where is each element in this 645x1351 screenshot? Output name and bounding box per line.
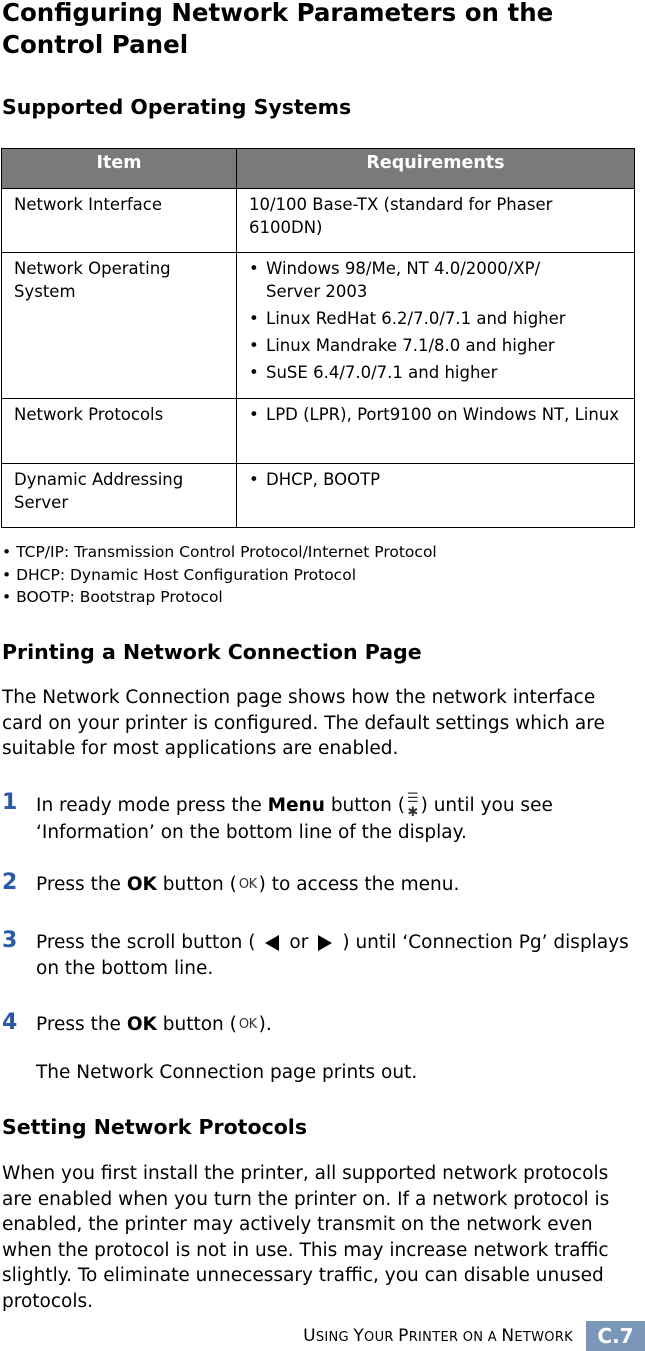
section-heading-setting-protocols: Setting Network Protocols xyxy=(2,1115,308,1139)
requirements-table xyxy=(1,148,635,528)
table-cell-item: Network Interface xyxy=(2,189,237,253)
table-row xyxy=(2,189,635,253)
list-item: • LPD (LPR), Port9100 on Windows NT, Linux xyxy=(249,403,624,426)
step-text: or xyxy=(289,932,309,953)
section-heading-printing: Printing a Network Connection Page xyxy=(2,640,422,664)
ok-label: OK xyxy=(126,874,157,895)
table-row xyxy=(2,253,635,399)
list-item: • Linux Mandrake 7.1/8.0 and higher xyxy=(249,334,624,357)
page-title: Configuring Network Parameters on the Control Panel xyxy=(2,0,554,59)
intro-paragraph: The Network Connection page shows how the network interface card on your printer is configured. The default settings which are suitable for most applications are enabled. xyxy=(2,687,605,759)
step-text: Press the xyxy=(36,874,127,895)
abbreviation-notes xyxy=(2,541,437,609)
step-number: 1 xyxy=(2,790,18,815)
step-number: 2 xyxy=(2,870,18,895)
ok-label: OK xyxy=(126,1014,157,1035)
note-item: • TCP/IP: Transmission Control Protocol/Internet Protocol xyxy=(2,541,437,564)
running-footer: USING YOUR PRINTER ON A NETWORK xyxy=(303,1326,573,1346)
scroll-right-icon xyxy=(318,935,332,951)
step-text: button ( xyxy=(324,795,405,816)
step-text: button ( xyxy=(156,1014,237,1035)
requirement-list xyxy=(249,468,624,491)
result-text: The Network Connection page prints out. xyxy=(36,1062,418,1083)
step-text: button ( xyxy=(156,874,237,895)
step-text: ). xyxy=(258,1014,272,1035)
list-item: • Windows 98/Me, NT 4.0/2000/XP/ Server 2003 xyxy=(249,257,624,303)
requirement-list xyxy=(249,403,624,426)
table-cell-requirement xyxy=(237,464,635,528)
table-cell-requirement xyxy=(237,253,635,399)
step-text: ) until you see ‘Information’ on the bottom line of the display. xyxy=(36,795,553,843)
step-text: ) to access the menu. xyxy=(258,874,460,895)
table-row xyxy=(2,464,635,528)
table-cell-item: Network Protocols xyxy=(2,399,237,464)
table-header-item: Item xyxy=(2,149,237,189)
page-number: C.7 xyxy=(586,1321,645,1351)
note-item: • BOOTP: Bootstrap Protocol xyxy=(2,586,437,609)
step-number: 4 xyxy=(2,1010,18,1035)
protocols-paragraph: When you first install the printer, all supported network protocols are enabled when you turn the printer on. If a network protocol is enabled, the printer may actively transmit on the network even when the protocol is not in use. This may increase network traffic slightly. To eliminate unnecessary traffic, you can disable unused protocols. xyxy=(2,1163,610,1312)
scroll-left-icon xyxy=(265,935,279,951)
list-item: • DHCP, BOOTP xyxy=(249,468,624,491)
table-cell-item: Dynamic Addressing Server xyxy=(2,464,237,528)
note-item: • DHCP: Dynamic Host Configuration Protocol xyxy=(2,564,437,587)
step-text: Press the xyxy=(36,1014,127,1035)
ok-button-icon: OK xyxy=(238,1017,257,1032)
requirement-list xyxy=(249,257,624,384)
table-header-requirements: Requirements xyxy=(237,149,635,189)
table-cell-item: Network Operating System xyxy=(2,253,237,399)
step-text: Press the scroll button ( xyxy=(36,932,256,953)
step-number: 3 xyxy=(2,928,18,953)
section-heading-supported-os: Supported Operating Systems xyxy=(2,95,352,119)
list-item: • Linux RedHat 6.2/7.0/7.1 and higher xyxy=(249,307,624,330)
table-cell-requirement: 10/100 Base-TX (standard for Phaser 6100DN) xyxy=(237,189,635,253)
ok-button-icon: OK xyxy=(238,877,257,892)
step-text: ) until ‘Connection Pg’ displays on the bottom line. xyxy=(36,932,629,979)
menu-label: Menu xyxy=(267,795,325,816)
step-text: In ready mode press the xyxy=(36,795,268,816)
list-item: • SuSE 6.4/7.0/7.1 and higher xyxy=(249,361,624,384)
table-row xyxy=(2,399,635,464)
table-cell-requirement xyxy=(237,399,635,464)
table-header-row xyxy=(2,149,635,189)
menu-button-icon: ☰ ✱ xyxy=(406,791,419,820)
